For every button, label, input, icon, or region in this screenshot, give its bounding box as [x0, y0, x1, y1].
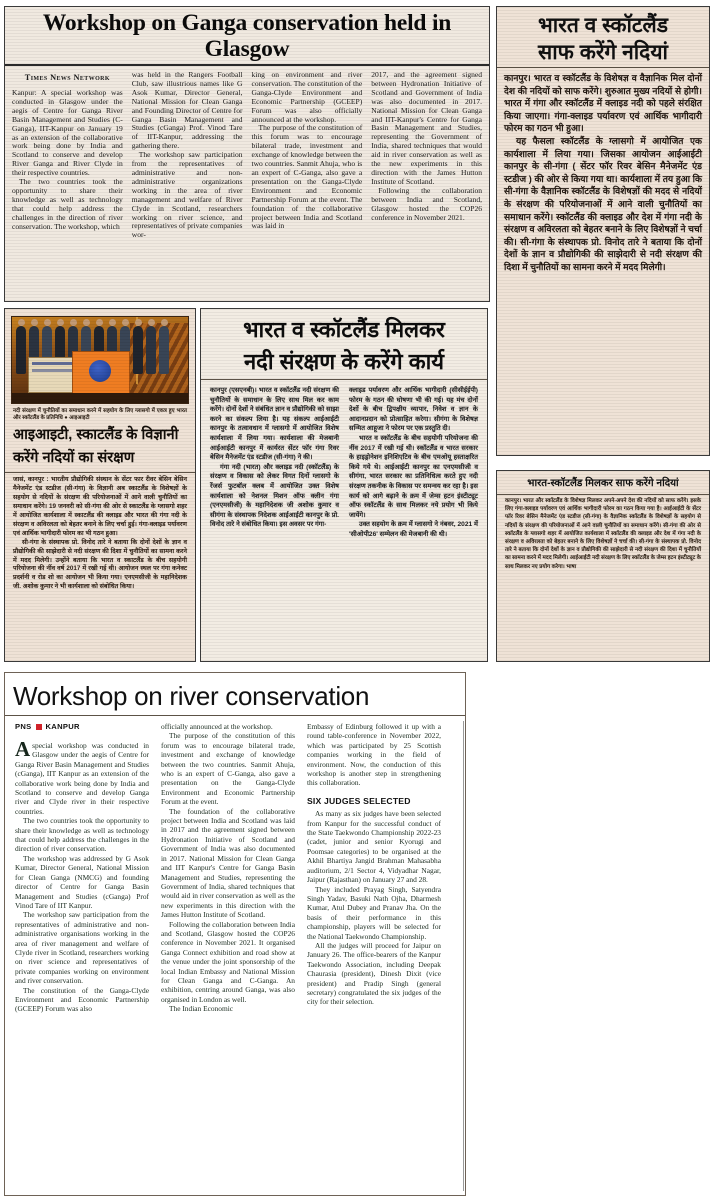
toi-column-2 — [132, 71, 243, 240]
photo-clip-headline-line2: करेंगे नदियों का संरक्षण — [13, 450, 135, 467]
hindi-tr-paragraph: कानपुर। भारत व स्कॉटलैंड के विशेषज्ञ व वैज्ञानिक मिल दोनों देश की नदियों को साफ करेंगे। शुरुआत मुख्य नदियों से होगी। भारत में गंगा और स्कॉटलैंड में क्लाइड नदी को पहले संरक्षित किया जाएगा। गंगा-क्लाइड पर्यावरण एवं आर्थिक भागीदारी फोरम का गठन भी हुआ। — [504, 73, 702, 134]
hindi-mid-paragraph: क्लाइड पर्यावरण और आर्थिक भागीदारी (सीसीईईपी) फोरम के गठन की घोषणा भी की गई। यह मंच दोनों देशों के बीच द्विपक्षीय व्यापार, निवेश व ज्ञान के आदानप्रदान को प्रोत्साहित करेगा। सीगंगा के विशेषज्ञ सन्मित आहूजा ने फोरम पर एक प्रस्तुति दी। — [349, 387, 478, 433]
toi-paragraph: 2017, and the agreement signed between Hydronation Initiative of Scotland and Government of India was also documented in 2017. National Mission for Clean Ganga and IIT-Kanpur's Centre for Ganga Basin Management and Studies, representing the Government of India, shared techniques that would aid in river conservation as well as the new experiments in this direction with the James Hutton Institute of Scotland. — [371, 70, 482, 186]
clipping-toi-ganga-workshop — [4, 6, 490, 302]
toi-headline: Workshop on Ganga conservation held in Glasgow — [42, 10, 452, 62]
clipping-hindi-bottom-right — [496, 470, 710, 662]
group-photo-glasgow — [11, 316, 189, 404]
hindi-br-body — [497, 495, 709, 577]
pioneer-headline: Workshop on river conservation — [13, 681, 370, 711]
pioneer-paragraph: Embassy of Edinburg followed it up with a round table-conference in November 2022, which was participated by 25 Scottish companies working in the field of environment. Now, the conduction of this workshop is another step in strengthening this collaboration. — [307, 722, 441, 788]
pioneer-paragraph: As many as six judges have been selected from Kanpur for the successful conduct of the State Taekwondo Championship 2022-23 (cadet, junior and senior Kyorugi and Poomsae categories) to be organised at the Akhil Bhartiya Jangid Brahman Mahasabha auditorium, 2/1 Sector 4, Vidyadhar Nagar, Jaipur (Rajasthan) on January 27 and 28. — [307, 809, 441, 885]
photo-clip-headline-line1: आइआइटी, स्काटलैंड के विज्ञानी — [13, 427, 179, 444]
pioneer-paragraph: The purpose of the constitution of this forum was to encourage bilateral trade, investment and exchange of knowledge between the two countries. Sanmit Ahuja, who is an expert of C-Ganga, also gave a presentation on the Ganga-Clyde Environment and Economic Partnership Forum at the event. — [161, 731, 295, 807]
hindi-mid-paragraph: भारत व स्कॉटलैंड के बीच सहयोगी परियोजना की नींव 2017 में रखी गई थी। स्कॉटलैंड व भारत सरकार के हाइड्रोनेशन इनिशिएटिव के बीच एमओयू हस्ताक्षरित किये गये थे। आईआईटी कानपुर का एनएमसीजी व सीगंगा, भारत सरकार का प्रतिनिधित्व करते हुए नदी संरक्षण तकनीक के विकास पर समन्वय कर रहा है। इस कार्य को आगे बढ़ाने के क्रम में जेम्स हटन इंस्टीट्यूट ऑफ स्कॉटलैंड के साथ मिलकर नये प्रयोग भी किये जायेंगे। — [349, 434, 478, 519]
pioneer-columns — [5, 716, 465, 1022]
toi-byline: Times News Network — [24, 73, 110, 82]
toi-column-4 — [371, 71, 482, 240]
pioneer-paragraph: The workshop saw participation from the representatives of administrative and non-administrative organisations working in the area of river management and welfare of Clyde river in Scotland, researchers working on river science and representatives of private companies working on environment and river conservation. — [15, 910, 149, 986]
hindi-mid-headline-line2: नदी संरक्षण के करेंगे कार्य — [243, 349, 445, 374]
photo-floor — [12, 393, 188, 403]
toi-paragraph: king on environment and river conservation. The constitution of the Ganga-Clyde Environment and Economic Partnership (GCEEP) Forum was also officially announced at the workshop. — [251, 70, 363, 124]
pioneer-agency-tag — [15, 722, 149, 731]
toi-paragraph: was held in the Rangers Football Club, saw illustrious names like G Asok Kumar, Director General, National Mission for Clean Ganga and Founding Director of Centre for Ganga Basin Management and Studies (cGanga) Prof. Vinod Tare of IIT-Kanpur, addressing the gathering there. — [131, 70, 243, 151]
photo-person — [16, 326, 26, 374]
hindi-mid-column-2 — [349, 386, 478, 540]
hindi-tr-body — [497, 68, 709, 280]
photo-clip-paragraph: जासं, कानपुर : भारतीय प्रौद्योगिकी संस्थान के सेंटर फार रीवर बेसिन बेसिन मैनेजमेंट एंड स्टडीज (सी-गंगा) के विज्ञानी अब स्काटलैंड के विशेषज्ञों के सहयोग से नदियों के संरक्षण की परियोजनाओं में आने वाली चुनौतियों का समाधान करेंगे। 19 जनवरी को सी-गंगा की ओर से स्काटलैंड के ग्लासगो शहर में आयोजित कार्यशाला में स्काटलैंड की क्लाइड और भारत की गंगा नदी के संरक्षण व अविरलता को बेहतर बनाने के लिए चर्चा हुई। गंगा-क्लाइड पर्यावरण एवं आर्थिक भागीदारी फोरम का भी गठन हुआ। — [13, 476, 187, 537]
clipping-hindi-with-photo — [4, 308, 196, 662]
pioneer-column-2 — [161, 722, 295, 1014]
pioneer-paragraph: The Indian Economic — [169, 1004, 234, 1014]
toi-column-3 — [252, 71, 363, 240]
clipping-hindi-center — [200, 308, 488, 662]
toi-paragraph: The purpose of the constitution of this forum was to encourage bilateral trade, investment and exchange of knowledge between the two countries. Sanmit Ahuja, who is an expert of C-Ganga, also gave a presentation on the Ganga-Clyde Environment and Economic Partnership Forum at the event. The foundation of the collaborative project between India and Scotland was laid in — [251, 123, 363, 231]
pioneer-paragraph: They included Prayag Singh, Satyendra Singh Yadav, Basuki Nath Ojha, Dharmesh Kumar, Atul Dubey and Pranav Jha. On the basis of their performance in this championship, players will be selected for the National Taekwondo Championship. — [307, 884, 441, 941]
toi-paragraph: Following the collaboration between India and Scotland, Glasgow hosted the COP26 conference in November 2021. — [371, 185, 482, 222]
photo-person — [146, 326, 156, 374]
toi-column-1 — [12, 71, 123, 240]
hindi-br-headline: भारत-स्कॉटलैंड मिलकर साफ करेंगे नदियां — [527, 478, 679, 489]
toi-columns — [5, 66, 489, 244]
photo-clip-body — [5, 473, 195, 598]
hindi-mid-column-1 — [210, 386, 339, 540]
hindi-tr-headline-line1: भारत व स्कॉटलैंड — [538, 14, 668, 37]
pioneer-column-1 — [15, 722, 149, 1014]
pioneer-paragraph: The foundation of the collaborative project between India and Scotland was laid in 2017 and the agreement signed between Hydronation Initiative of Scotland and Government of India was also documented in 2017. National Mission for Clean Ganga and IIT Kanpur's Centre for Ganga Basin Management and Studies, representing the Government of India, shared techniques that would aid in river conservation as well as the new experiments in this direction with the James Hutton Institute of Scotland. — [161, 806, 295, 920]
globe-icon — [89, 360, 111, 382]
hindi-br-paragraph: कानपुर। भारत और स्कॉटलैंड के विशेषज्ञ मिलकर अपने-अपने देश की नदियों को साफ करेंगे। इसके लिए गंगा-क्लाइड पर्यावरण एवं आर्थिक भागीदारी फोरम का गठन किया गया है। आईआईटी के सेंटर फॉर रिवर बेसिन मैनेजमेंट एंड स्टडीज (सी-गंगा) के वैज्ञानिक स्कॉटलैंड के विशेषज्ञों के सहयोग से नदियों के संरक्षण की परियोजनाओं में आने वाली चुनौतियों का समाधान करेंगे। सी-गंगा की ओर से स्कॉटलैंड के ग्लासगो शहर में आयोजित कार्यशाला में स्कॉटलैंड की क्लाइड और देश में गंगा नदी के संरक्षण व अविरलता को बेहतर बनाने के लिए विशेषज्ञों ने चर्चा की। सी-गंगा के संस्थापक प्रो. विनोद तारे ने बताया कि दोनों देशों के ज्ञान व प्रौद्योगिकी की साझेदारी से नदी संरक्षण की दिशा में चुनौतियों का सामना करने में मदद मिलेगी। आईआईटी नदी संरक्षण के लिए स्कॉटलैंड के जेम्स हटन इंस्टीट्यूट के साथ मिलकर नए प्रयोग करेगा। भाषा — [505, 498, 701, 570]
hindi-mid-headline-line1: भारत व स्कॉटलैंड मिलकर — [243, 317, 445, 342]
toi-paragraph: The workshop saw participation from the representatives of administrative and non-administrative organizations working in the area of river management and welfare of River Clyde in Scotland, researchers working on river science, and representatives of private companies wor- — [131, 150, 243, 240]
pioneer-right-border — [463, 721, 464, 1191]
hindi-mid-paragraph: उक्त सहयोग के क्रम में ग्लासगो ने नंबवर, 2021 में 'सीओपी26' सम्मेलन की मेजबानी की थी। — [349, 521, 478, 538]
hindi-mid-columns — [201, 380, 487, 546]
toi-paragraph: Kanpur: A special workshop was conducted in Glasgow under the aegis of Centre for Ganga River Basin Management and Studies (C-Ganga), IIT-Kanpur on January 19 as an extension of the collaborative work being done by India and Scotland to conserve and develop River Ganga and River Clyde in their respective countries. — [12, 88, 123, 178]
place-label: KANPUR — [45, 722, 80, 731]
photo-banner-ganga-connect — [72, 351, 130, 395]
clipping-hindi-top-right — [496, 6, 710, 456]
photo-person — [159, 326, 169, 374]
hindi-mid-paragraph: गंगा नदी (भारत) और क्लाइड नदी (स्कॉटलैंड) के संरक्षण व विकास को लेकर विगत दिनों ग्लासगो के रेंजर्स फुटबॉल क्लब में आयोजित उक्त विशेष कार्यशाला को नेशनल मिशन ऑफ क्लीन गंगा (एनएमसीजी) के महानिदेशक जी अशोक कुमार व सीगंगा के संस्थापक निदेशक आईआईटी कानपुर के प्रो. विनोद तारे ने संबोधित किया। इस अवसर पर गंगा- — [210, 463, 339, 529]
pioneer-paragraph: Following the collaboration between India and Scotland, Glasgow hosted the COP26 conference in November 2021. It organised Ganga Connect exhibition and road show at the venue under the joint sponsorship of the local Indian Embassy and National Mission for Clean Ganga and C-Ganga. An exhibition, centring around Ganga, was also organised in London as well. — [161, 919, 295, 1004]
square-bullet-icon — [36, 724, 42, 730]
pioneer-paragraph: All the judges will proceed for Jaipur on January 26. The office-bearers of the Kanpur Taekwondo Association, including Deepak Chaurasia (president), Dinesh Dixit (vice president) and Pradip Singh (general secretary) congratulated the six judges of the city for their selection. — [307, 940, 441, 1007]
photo-person — [133, 326, 143, 374]
photo-clip-paragraph: सी-गंगा के संस्थापक प्रो. विनोद तारे ने बताया कि दोनों देशों के ज्ञान व प्रौद्योगिकी की साझेदारी से नदी संरक्षण की दिशा में चुनौतियों का सामना करने में मदद मिलेगी। उन्होंने बताया कि भारत व स्काटलैंड के बीच सहयोगी परियोजना की नींव वर्ष 2017 में रखी गई थी। आयोजन स्थल पर गंगा कनेक्ट प्रदर्शनी व रोड शो का आयोजन भी किया गया। एनएमसीजी के महानिदेशक जी. अशोक कुमार ने भी कार्यशाला को संबोधित किया। — [13, 538, 187, 591]
pioneer-subheadline: SIX JUDGES SELECTED — [307, 795, 411, 806]
pioneer-column-3 — [307, 722, 441, 1014]
pioneer-paragraph: officially announced at the workshop. — [161, 722, 273, 731]
pioneer-paragraph: Aspecial workshop was conducted in Glasgow under the aegis of Centre for Ganga River Basin Management and Studies (cGanga), IIT Kanpur as an extension of the collaborative work being done by India and Scotland to conserve and develop Ganga river and Clyde river in their respective countries. — [15, 737, 149, 816]
pioneer-paragraph: The two countries took the opportunity to share their knowledge as well as technology that could help address the challenges in the direction of river conservation. — [15, 816, 149, 854]
hindi-tr-headline-line2: साफ करेंगे नदियां — [538, 41, 668, 64]
pioneer-paragraph: The constitution of the Ganga-Clyde Environment and Economic Partnership (GCEEP) Forum was also — [15, 985, 149, 1014]
clipping-pioneer-river-conservation — [4, 672, 466, 1196]
photo-caption: नदी संरक्षण में चुनौतियों का समाधान करने में सहयोग के लिए ग्लासगो में एकत्र हुए भारत और स्कॉटलैंड के प्रतिनिधि ● आइआइटी — [13, 408, 187, 422]
hindi-mid-paragraph: कानपुर (एसएनबी)। भारत व स्कॉटलैंड नदी संरक्षण की चुनौतियों के समाधान के लिए साथ मिल कर काम करेंगे। दोनों देशों ने संबंधित ज्ञान व प्रौद्योगिकी को साझा करने का संकल्प लिया है। यह संकल्प आईआईटी कानपुर के तत्वावधान में ग्लासगो में आयोजित विशेष कार्यशाला में लिया गया। कार्यशाला की मेजबानी आईआईटी कानपुर में कार्यरत सेंटर फॉर गंगा रिवर बेसिन मैनेजमेंट एंड स्टडीज (सी-गंगा) ने की। — [210, 387, 339, 462]
agency-label: PNS — [15, 722, 32, 731]
pioneer-paragraph: The workshop was addressed by G Asok Kumar, Director General, National Mission for Clean Ganga (NMCG) and founding director of Centre for Ganga Basin Management and Studies (cGanga) Prof Vinod Tare of IIT Kanpur. — [15, 853, 149, 910]
hindi-tr-paragraph: यह फैसला स्कॉटलैंड के ग्लासगो में आयोजित एक कार्यशाला में लिया गया। जिसका आयोजन आईआईटी कानपुर के सी-गंगा ( सेंटर फॉर रिवर बेसिन मैनेजमेंट एंड स्टडीज ) की ओर से किया गया था। कार्यशाला में तय हुआ कि सी-गंगा के वैज्ञानिक स्कॉटलैंड के विशेषज्ञों की मदद से नदियों के संरक्षण की परियोजनाओं में आने वाली चुनौतियों का समाधान करेंगे। स्कॉटलैंड की क्लाइड और देश में गंगा नदी के संरक्षण व अविरलता को बेहतर बनाने के लिए विशेषज्ञों ने चर्चा की। सी-गंगा के संस्थापक प्रो. विनोद तारे ने बताया कि दोनों देशों के ज्ञान व प्रौद्योगिकी की साझेदारी से नदी संरक्षण की दिशा में चुनौतियों का सामना करने में मदद मिलेगी। — [504, 135, 702, 272]
toi-paragraph: The two countries took the opportunity to share their knowledge as well as technology that could help address the challenges in the direction of river conservation. The workshop, which — [12, 177, 123, 231]
